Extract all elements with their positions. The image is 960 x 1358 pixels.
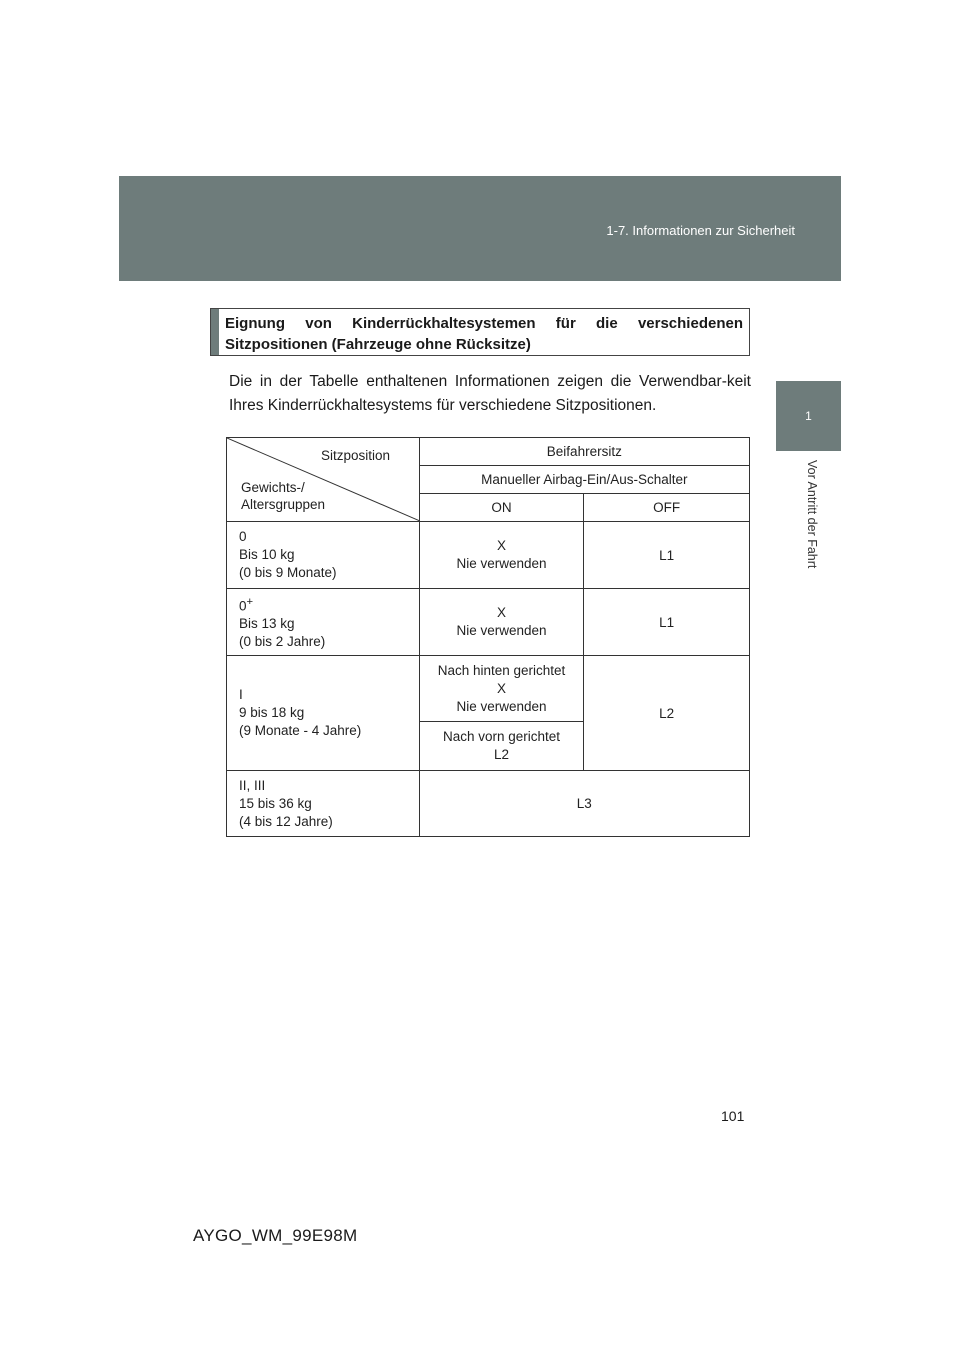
header-band <box>119 176 841 281</box>
intro-paragraph: Die in der Tabelle enthaltenen Informationen zeigen die Verwendbar-keit Ihres Kinderrückhaltesystems für verschiedene Sitzpositionen. <box>229 373 751 414</box>
off-cell: L1 <box>584 589 750 656</box>
group-cell: 0+ Bis 13 kg (0 bis 2 Jahre) <box>227 589 420 656</box>
corner-label-position: Sitzposition <box>321 448 391 463</box>
chapter-title: Vor Antritt der Fahrt <box>805 460 819 569</box>
table-row <box>227 522 750 589</box>
table-row <box>227 589 750 656</box>
table-row <box>227 656 750 722</box>
page-number: 101 <box>721 1108 745 1124</box>
document-code: AYGO_WM_99E98M <box>193 1226 358 1245</box>
col-header-passenger-seat: Beifahrersitz <box>419 438 749 466</box>
suitability-table <box>226 437 750 837</box>
section-label: 1-7. Informationen zur Sicherheit <box>606 223 795 238</box>
value-cell: L3 <box>419 771 749 837</box>
on-cell: X Nie verwenden <box>419 589 584 656</box>
corner-cell <box>227 438 420 522</box>
sub-header-airbag-switch: Manueller Airbag-Ein/Aus-Schalter <box>419 466 749 494</box>
group-cell: II, III 15 bis 36 kg (4 bis 12 Jahre) <box>227 771 420 837</box>
section-title-box <box>210 308 750 356</box>
group-cell: 0 Bis 10 kg (0 bis 9 Monate) <box>227 522 420 589</box>
front-facing-cell: Nach vorn gerichtet L2 <box>419 722 584 771</box>
group-cell: I 9 bis 18 kg (9 Monate - 4 Jahre) <box>227 656 420 771</box>
rear-facing-cell: Nach hinten gerichtet X Nie verwenden <box>419 656 584 722</box>
off-cell: L1 <box>584 522 750 589</box>
title-accent-bar <box>211 309 219 355</box>
col-header-off: OFF <box>584 494 750 522</box>
table-row <box>227 771 750 837</box>
on-cell: X Nie verwenden <box>419 522 584 589</box>
corner-label-group: Gewichts-/ Altersgruppen <box>241 480 326 512</box>
off-cell: L2 <box>584 656 750 771</box>
col-header-on: ON <box>419 494 584 522</box>
section-title: Eignung von Kinderrückhaltesystemen für die verschiedenen Sitzpositionen (Fahrzeuge ohne Rücksitze) <box>225 315 743 353</box>
chapter-tab[interactable]: 1 <box>776 381 841 451</box>
